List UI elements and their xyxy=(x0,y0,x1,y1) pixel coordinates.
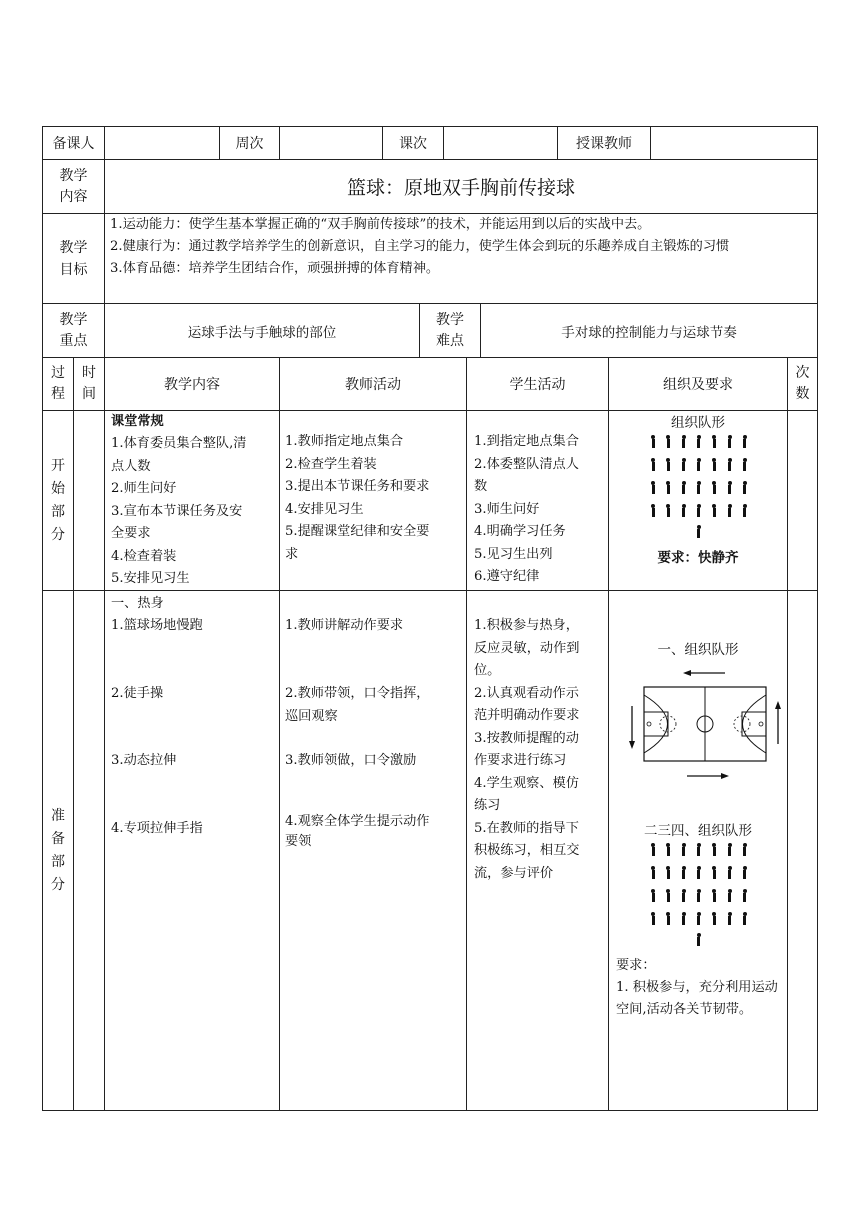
teacher-label: 授课教师 xyxy=(576,136,632,152)
basketball-court-diagram xyxy=(609,660,787,785)
prep-org-title-1: 一、组织队形 xyxy=(657,642,739,658)
student-figure-icon xyxy=(711,866,717,879)
student-figure-icon xyxy=(650,481,656,494)
goals-label: 教学 目标 xyxy=(59,239,88,278)
lesson-title: 篮球：原地双手胸前传接球 xyxy=(346,177,575,199)
student-figure-icon xyxy=(696,481,702,494)
student-figure-icon xyxy=(665,843,671,856)
key-point-text: 运球手法与手触球的部位 xyxy=(187,324,337,341)
prep-teacher-item: 3.教师领做，口令激励 xyxy=(285,753,417,768)
prep-req-label: 要求： xyxy=(616,958,656,973)
student-figure-icon xyxy=(742,912,748,925)
prep-content-item: 3.动态拉伸 xyxy=(111,753,177,768)
col-time: 时 间 xyxy=(82,365,96,402)
col-divider xyxy=(466,357,467,1111)
student-figure-icon xyxy=(650,866,656,879)
student-figure-icon xyxy=(650,435,656,448)
routine-title: 课堂常规 xyxy=(111,414,164,429)
student-figure-icon xyxy=(696,458,702,471)
prep-req-text: 1. 积极参与，充分利用运动空间,活动各关节韧带。 xyxy=(616,980,778,1017)
col-content: 教学内容 xyxy=(164,377,220,393)
student-figure-icon xyxy=(665,866,671,879)
student-figure-icon xyxy=(742,843,748,856)
student-figure-icon xyxy=(696,435,702,448)
arrow-down-icon xyxy=(629,741,635,749)
student-figure-icon xyxy=(650,843,656,856)
prep-org-title-2: 二三四、组织队形 xyxy=(644,823,752,839)
student-figure-icon xyxy=(650,912,656,925)
prep-teacher-item: 2.教师带领，口令指挥， 巡回观察 xyxy=(285,686,430,724)
difficulty-label: 教学 难点 xyxy=(436,311,464,349)
content-label: 教学 内容 xyxy=(59,167,88,205)
student-figure-icon xyxy=(665,889,671,902)
student-figure-icon xyxy=(742,504,748,517)
prep-content-item: 4.专项拉伸手指 xyxy=(111,821,203,836)
start-content xyxy=(111,411,279,591)
student-figure-icon xyxy=(711,912,717,925)
student-figure-icon xyxy=(727,889,733,902)
col-divider xyxy=(104,357,105,1111)
student-figure-icon xyxy=(727,481,733,494)
student-figure-icon xyxy=(681,912,687,925)
student-figure-icon xyxy=(681,889,687,902)
col-process: 过 程 xyxy=(51,365,65,402)
student-figure-icon xyxy=(665,458,671,471)
student-figure-icon xyxy=(727,435,733,448)
difficulty-text: 手对球的控制能力与运球节奏 xyxy=(561,324,737,341)
col-organization: 组织及要求 xyxy=(663,377,733,393)
student-figure-icon xyxy=(711,504,717,517)
col-teacher: 教师活动 xyxy=(345,377,401,393)
student-figure-icon xyxy=(727,912,733,925)
teacher-figure-icon xyxy=(696,933,702,946)
prep-content-item: 1.篮球场地慢跑 xyxy=(111,618,203,633)
arrow-right-icon xyxy=(721,773,729,779)
arrow-left-icon xyxy=(683,670,691,676)
student-figure-icon xyxy=(696,843,702,856)
student-figure-icon xyxy=(696,504,702,517)
arrow-up-icon xyxy=(775,701,781,709)
goals-list xyxy=(110,214,812,303)
student-figure-icon xyxy=(711,481,717,494)
student-figure-icon xyxy=(665,481,671,494)
student-figure-icon xyxy=(711,889,717,902)
goal-item: 1.运动能力：使学生基本掌握正确的“双手胸前传接球”的技术，并能运用到以后的实战中去。 xyxy=(110,217,651,232)
student-figure-icon xyxy=(742,481,748,494)
student-figure-icon xyxy=(681,843,687,856)
student-figure-icon xyxy=(696,912,702,925)
student-figure-icon xyxy=(650,504,656,517)
preparer-label: 备课人 xyxy=(52,136,95,152)
student-figure-icon xyxy=(696,889,702,902)
start-org-requirement: 要求：快静齐 xyxy=(657,550,739,566)
week-value[interactable] xyxy=(280,127,382,159)
col-divider xyxy=(73,357,74,1111)
key-point-label: 教学 重点 xyxy=(59,311,88,349)
start-content-text: 1.体育委员集合整队,清 点人数 2.师生问好 3.宣布本节课任务及安 全要求 4.检查着装 5.安排见习生 xyxy=(111,436,247,586)
goal-item: 3.体育品德：培养学生团结合作，顽强拼搏的体育精神。 xyxy=(110,261,440,276)
preparer-value[interactable] xyxy=(105,127,219,159)
col-divider xyxy=(787,357,788,1111)
student-figure-icon xyxy=(696,866,702,879)
col-student: 学生活动 xyxy=(509,377,566,393)
student-figure-icon xyxy=(665,912,671,925)
col-count: 次 数 xyxy=(795,365,810,402)
lesson-no-value[interactable] xyxy=(444,127,557,159)
start-section-label: 开 始 部 分 xyxy=(51,457,65,543)
teacher-value[interactable] xyxy=(651,127,817,159)
week-label: 周次 xyxy=(235,136,264,152)
student-figure-icon xyxy=(727,866,733,879)
student-figure-icon xyxy=(711,458,717,471)
start-teacher-activity: 1.教师指定地点集合 2.检查学生着装 3.提出本节课任务和要求 4.安排见习生 5.提醒课堂纪律和安全要 求 xyxy=(285,434,430,562)
student-figure-icon xyxy=(742,435,748,448)
student-figure-icon xyxy=(742,889,748,902)
student-figure-icon xyxy=(711,843,717,856)
student-figure-icon xyxy=(665,504,671,517)
student-figure-icon xyxy=(681,481,687,494)
student-figure-icon xyxy=(727,843,733,856)
prep-section-label: 准 备 部 分 xyxy=(51,807,65,893)
prep-formation xyxy=(609,840,787,950)
student-figure-icon xyxy=(727,504,733,517)
student-figure-icon xyxy=(742,458,748,471)
student-figure-icon xyxy=(665,435,671,448)
lesson-no-label: 课次 xyxy=(399,136,427,152)
student-figure-icon xyxy=(681,458,687,471)
student-figure-icon xyxy=(681,866,687,879)
prep-content-item: 2.徒手操 xyxy=(111,686,164,701)
prep-teacher-item: 1.教师讲解动作要求 xyxy=(285,618,404,633)
table-bottom-border xyxy=(42,1110,818,1111)
student-figure-icon xyxy=(650,889,656,902)
student-figure-icon xyxy=(727,458,733,471)
goal-item: 2.健康行为：通过教学培养学生的创新意识，自主学习的能力，使学生体会到玩的乐趣养成自主锻炼的习惯 xyxy=(110,239,730,254)
student-figure-icon xyxy=(711,435,717,448)
start-student-activity: 1.到指定地点集合 2.体委整队清点人 数 3.师生问好 4.明确学习任务 5.见习生出列 6.遵守纪律 xyxy=(474,434,579,584)
student-figure-icon xyxy=(742,866,748,879)
teacher-figure-icon xyxy=(696,525,702,538)
col-divider xyxy=(279,357,280,1111)
prep-student-activity: 1.积极参与热身， 反应灵敏，动作到 位。 2.认真观看动作示 范并明确动作要求 3.按教师提醒的动 作要求进行练习 4.学生观察、模仿 练习 5.在教师的指导下 积极练习，相互交 流，参与评价 xyxy=(474,618,580,881)
table-right-border xyxy=(817,126,818,1111)
warmup-heading: 一、热身 xyxy=(111,596,164,611)
student-figure-icon xyxy=(681,435,687,448)
student-figure-icon xyxy=(650,458,656,471)
start-formation xyxy=(609,432,787,542)
start-org-title: 组织队形 xyxy=(671,415,725,431)
student-figure-icon xyxy=(681,504,687,517)
prep-teacher-item: 4.观察全体学生提示动作 要领 xyxy=(285,814,430,849)
